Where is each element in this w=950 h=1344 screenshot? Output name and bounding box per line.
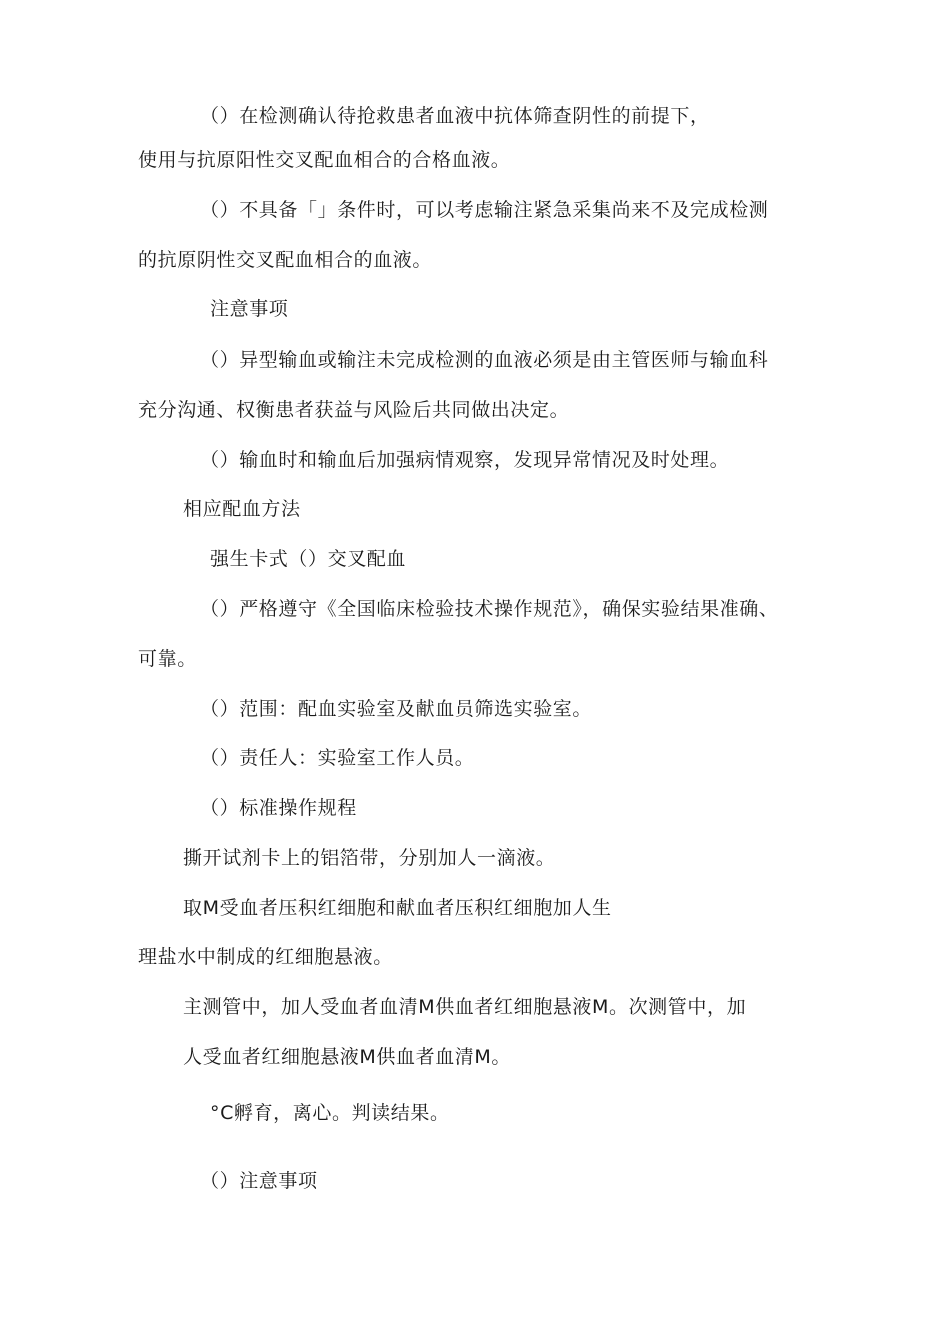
paragraph-line-7: 充分沟通、权衡患者获益与风险后共同做出决定。 bbox=[138, 399, 570, 421]
section-heading-method: 相应配血方法 bbox=[183, 498, 301, 520]
section-heading-notes: 注意事项 bbox=[210, 298, 289, 320]
paragraph-line-11: （）严格遵守《全国临床检验技术操作规范》，确保实验结果准确、 bbox=[200, 598, 779, 620]
paragraph-line-12: 可靠。 bbox=[138, 648, 197, 670]
paragraph-line-16: 撕开试剂卡上的铝箔带，分别加人一滴液。 bbox=[183, 847, 556, 869]
paragraph-line-1: （）在检测确认待抢救患者血液中抗体筛查阴性的前提下， bbox=[200, 105, 710, 127]
paragraph-line-2: 使用与抗原阳性交叉配血相合的合格血液。 bbox=[138, 149, 511, 171]
paragraph-line-17: 取M受血者压积红细胞和献血者压积红细胞加人生 bbox=[183, 897, 612, 919]
paragraph-line-18: 理盐水中制成的红细胞悬液。 bbox=[138, 946, 393, 968]
paragraph-line-14: （）责任人：实验室工作人员。 bbox=[200, 747, 475, 769]
paragraph-line-20: 人受血者红细胞悬液M供血者血清M。 bbox=[183, 1046, 511, 1068]
paragraph-line-3: （）不具备「」条件时，可以考虑输注紧急采集尚来不及完成检测 bbox=[200, 199, 769, 221]
paragraph-line-4: 的抗原阴性交叉配血相合的血液。 bbox=[138, 249, 433, 271]
subsection-heading-card: 强生卡式（）交叉配血 bbox=[210, 548, 407, 570]
paragraph-line-13: （）范围：配血实验室及献血员筛选实验室。 bbox=[200, 698, 593, 720]
paragraph-line-8: （）输血时和输血后加强病情观察，发现异常情况及时处理。 bbox=[200, 449, 730, 471]
paragraph-line-15: （）标准操作规程 bbox=[200, 797, 357, 819]
paragraph-line-6: （）异型输血或输注未完成检测的血液必须是由主管医师与输血科 bbox=[200, 349, 769, 371]
section-heading-notes-2: （）注意事项 bbox=[200, 1170, 318, 1192]
paragraph-line-19: 主测管中，加人受血者血清M供血者红细胞悬液M。次测管中，加 bbox=[183, 996, 747, 1018]
paragraph-line-21: °C孵育，离心。判读结果。 bbox=[210, 1102, 450, 1124]
